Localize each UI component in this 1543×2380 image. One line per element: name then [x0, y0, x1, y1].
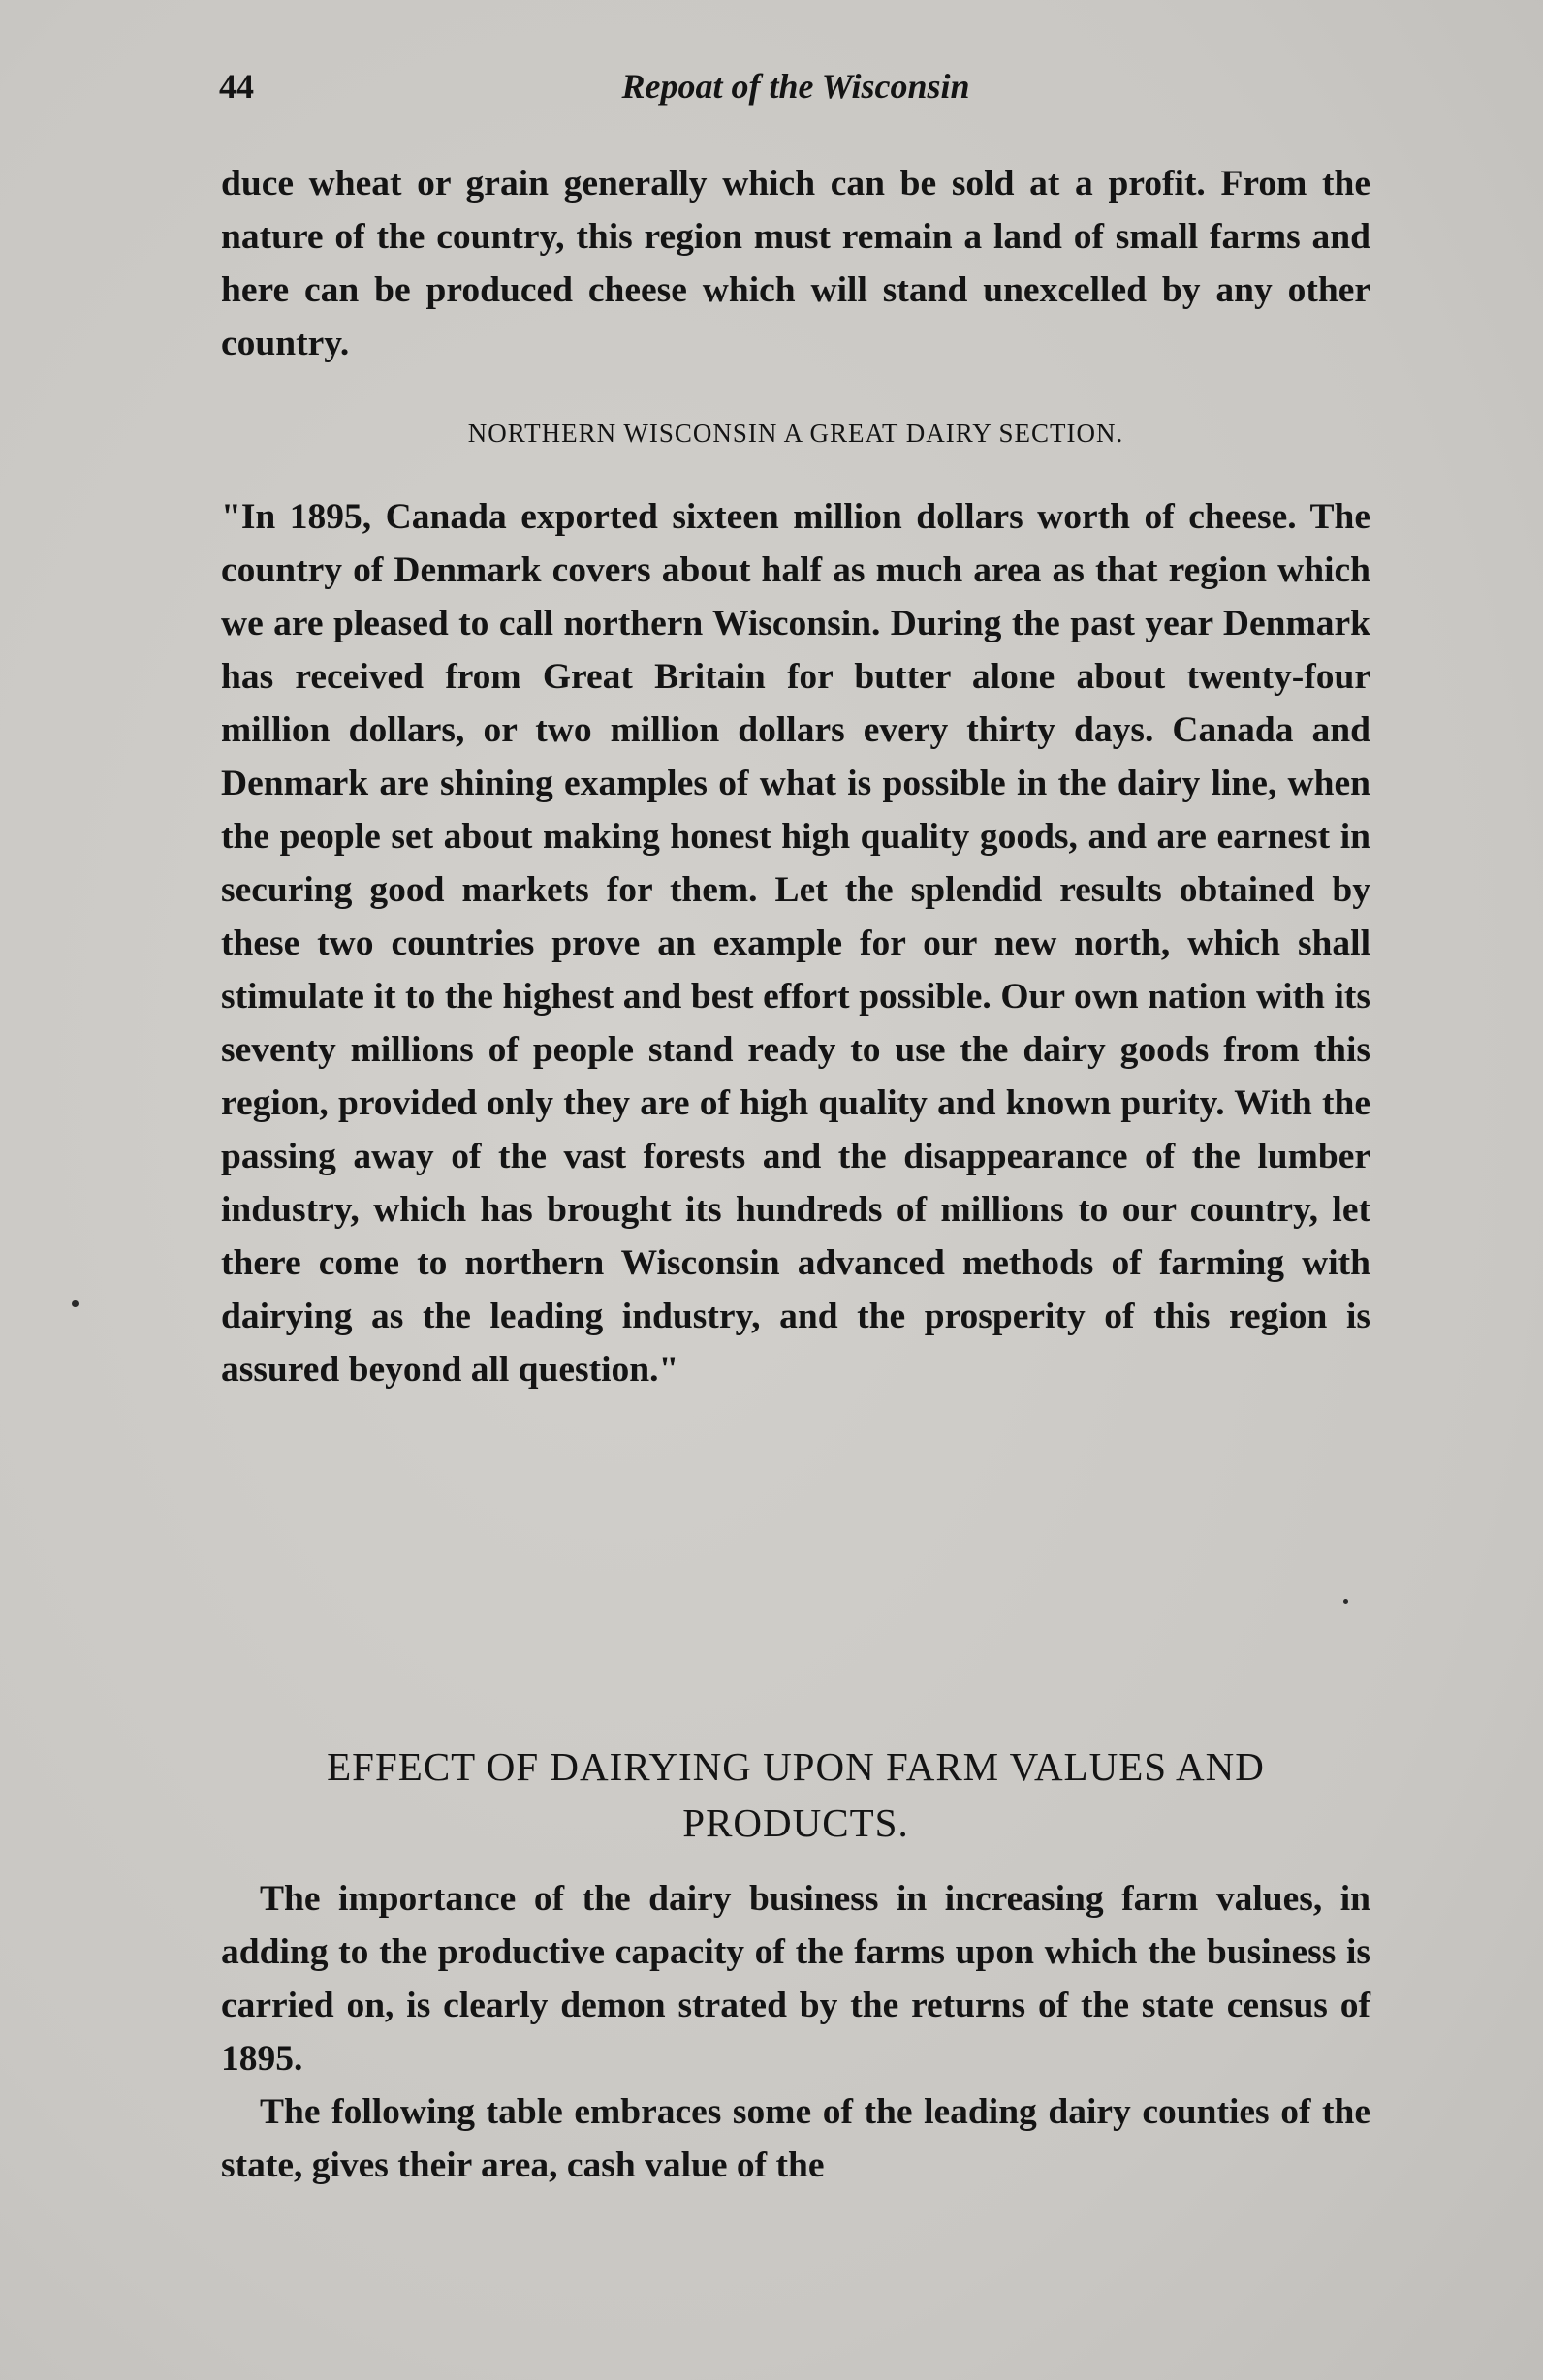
table-intro-paragraph: The following table embraces some of the leading dairy counties of the state, gives their area, cash value of the: [221, 2092, 1370, 2185]
section-heading: NORTHERN WISCONSIN A GREAT DAIRY SECTION.: [467, 419, 1124, 448]
quote-paragraph: "In 1895, Canada exported sixteen million dollars worth of cheese. The country of Denmark covers about half as much area as that region which we are pleased to call northern Wisconsin. During the past year Denmark has received from Great Britain for butter alone about twenty-four million dollars, or two million dollars every thirty days. Canada and Denmark are shining examples of what is possible in the dairy line, when the people set about making honest high quality goods, and are earnest in securing good markets for them. Let the splendid results obtained by these two countries prove an example for our new north, which shall stimulate it to the highest and best effort possible. Our own nation with its seventy millions of people stand ready to use the dairy goods from this region, provided only they are of high quality and known purity. With the passing away of the vast forests and the disappearance of the lumber industry, which has brought its hundreds of millions to our country, let there come to northern Wisconsin advanced methods of farming with dairying as the leading industry, and the prosperity of this region is assured beyond all question.": [221, 497, 1370, 1390]
chapter-title-line-2: PRODUCTS.: [682, 1801, 909, 1845]
chapter-title-line-1: EFFECT OF DAIRYING UPON FARM VALUES AND: [327, 1744, 1265, 1789]
running-title: Repoat of the Wisconsin: [621, 67, 970, 106]
chapter-title: [221, 1738, 1370, 1851]
page-number: 44: [219, 67, 254, 106]
intro-paragraph: duce wheat or grain generally which can be sold at a profit. From the nature of the country, this region must remain a land of small farms and here can be produced cheese which will stand unexcelled by any other country.: [221, 164, 1370, 363]
print-speck: [1343, 1599, 1348, 1604]
running-header: [219, 60, 1372, 118]
print-speck: [72, 1300, 79, 1307]
importance-paragraph: The importance of the dairy business in increasing farm values, in adding to the productive capacity of the farms upon which the business is carried on, is clearly demon strated by the returns of the state census of 1895.: [221, 1879, 1370, 2079]
